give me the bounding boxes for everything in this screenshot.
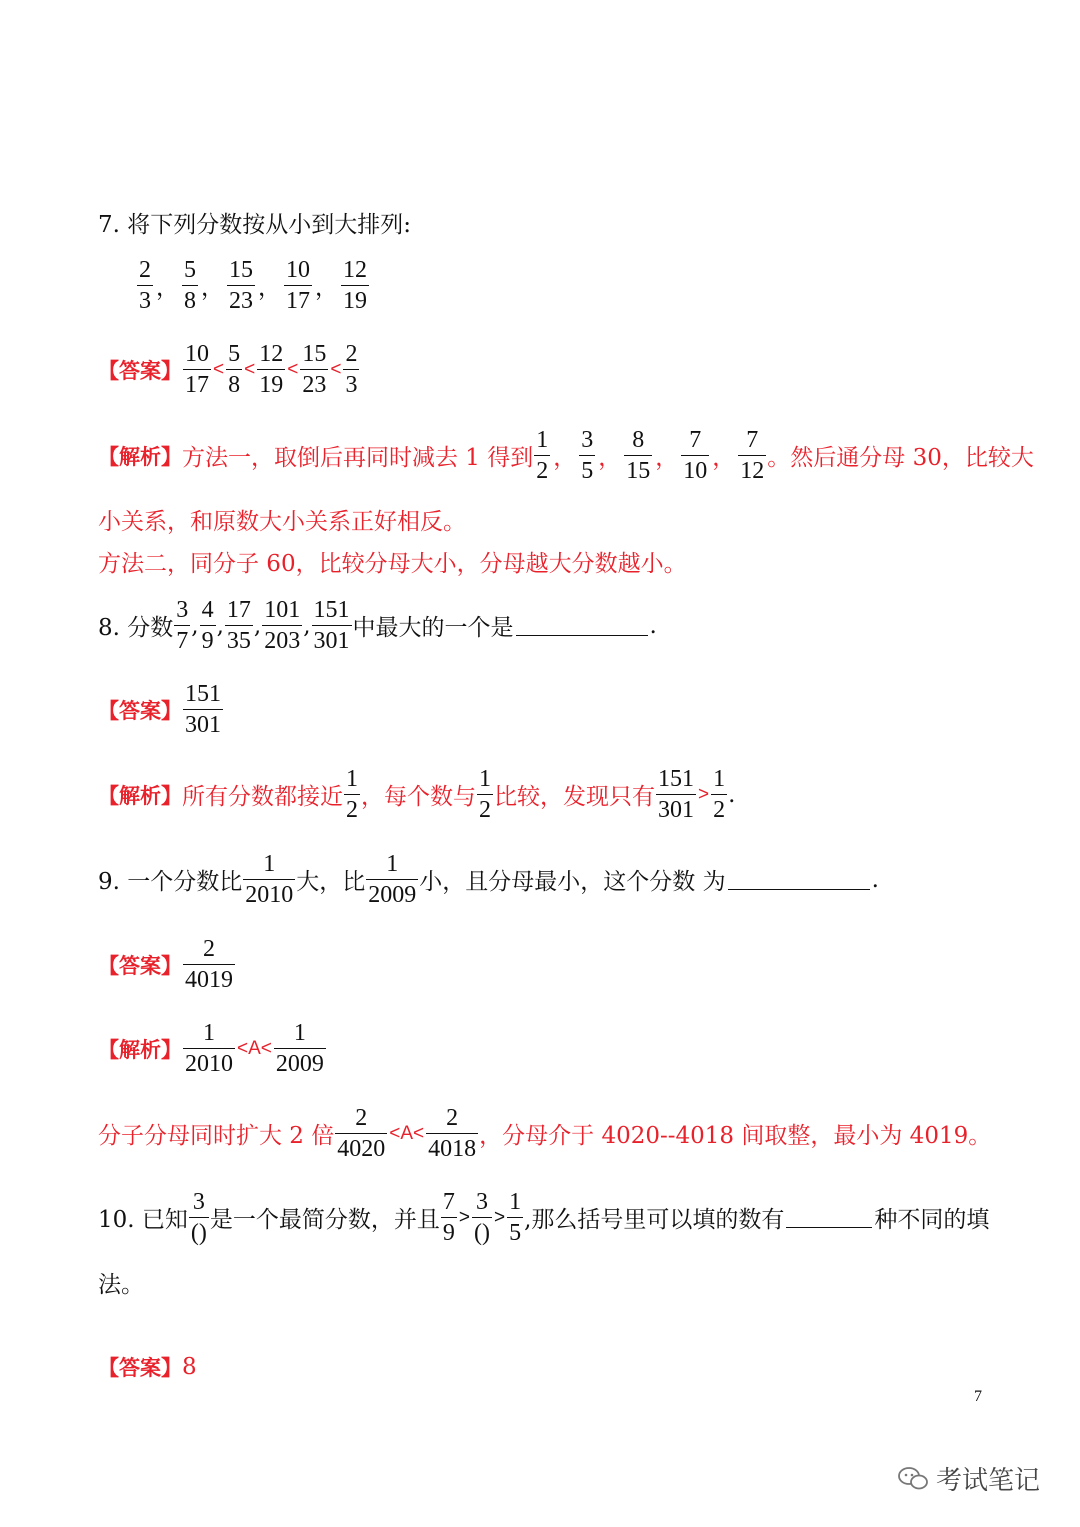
q7-fractions bbox=[136, 256, 370, 315]
q8-prompt: 8. 分数 $\frac{3}{7}$ , $\frac{4}{9}$ , $\frac{17}{35}$ , $\frac{101}{203}$ , $\frac{151}{301}$ 中最大的一个是 . bbox=[98, 597, 657, 654]
fraction: $\frac{7}{9}$ bbox=[442, 1189, 455, 1246]
less-than: < bbox=[287, 358, 299, 380]
denominator: 3 bbox=[137, 285, 153, 315]
comma: , bbox=[191, 612, 199, 639]
q7-analysis-1: 【解析】 方法一，取倒后再同时减去 1 得到 $\frac{1}{2}$ ， $\frac{3}{5}$ ， $\frac{8}{15}$ ， $\frac{7}{10}$ ， $\frac{7}{12}$ 。然后通分母 30，比较大 bbox=[98, 427, 1034, 484]
numerator: 12 bbox=[343, 257, 367, 283]
q7-analysis-3: 方法二，同分子 60，比较分母大小，分母越大分数越小。 bbox=[98, 551, 687, 577]
analysis-label: 【解析】 bbox=[98, 444, 182, 469]
fraction bbox=[343, 340, 359, 399]
chat-bubble-icon bbox=[898, 1466, 928, 1492]
fraction: $\frac{2}{4018}$ bbox=[428, 1105, 477, 1162]
numerator: 4 bbox=[201, 597, 214, 623]
numerator: 2 bbox=[139, 257, 151, 283]
fraction: $\frac{3}{()}$ bbox=[190, 1189, 207, 1246]
denominator: 12 bbox=[738, 455, 766, 485]
q8-answer: 【答案】 $\frac{151}{301}$ bbox=[98, 681, 221, 738]
numerator: 7 bbox=[689, 427, 702, 453]
fraction bbox=[174, 596, 190, 655]
largest-fraction: $\frac{151}{301}$ bbox=[658, 766, 694, 823]
fraction bbox=[312, 596, 352, 655]
q10-prompt: 10. 已知 $\frac{3}{()}$ 是一个最简分数，并且 $\frac{7}{9}$ > $\frac{3}{()}$ > $\frac{1}{5}$ ,那么括号里可以填的数有 种不同的填 bbox=[98, 1189, 990, 1246]
fraction: $\frac{1}{2010}$ bbox=[245, 851, 294, 908]
q7-prompt: 7. 将下列分数按从小到大排列: bbox=[98, 212, 412, 238]
q8-analysis: 【解析】 所有分数都接近 $\frac{1}{2}$ ，每个数与 $\frac{1}{2}$ 比较，发现只有 $\frac{151}{301}$ > $\frac{1}{2}$ . bbox=[98, 766, 736, 823]
q10-answer: 【答案】 8 bbox=[98, 1354, 197, 1380]
fraction: $\frac{1}{5}$ bbox=[509, 1189, 522, 1246]
numerator: 8 bbox=[632, 427, 645, 453]
numerator: 17 bbox=[226, 597, 251, 623]
answer-label: 【答案】 bbox=[98, 358, 182, 383]
fraction bbox=[200, 596, 216, 655]
denominator: 17 bbox=[284, 285, 312, 315]
numerator: 12 bbox=[259, 341, 284, 367]
fraction bbox=[257, 340, 285, 399]
fraction bbox=[227, 256, 255, 315]
q7-answer-chain bbox=[182, 340, 360, 399]
fraction bbox=[738, 426, 766, 485]
denominator: 17 bbox=[183, 369, 211, 399]
q7-analysis-fractions bbox=[533, 426, 767, 485]
answer-blank bbox=[516, 615, 648, 636]
denominator: 301 bbox=[312, 625, 352, 655]
comma: ， bbox=[712, 445, 736, 471]
comma: ， bbox=[655, 445, 679, 471]
q9-prompt: 9. 一个分数比 $\frac{1}{2010}$ 大，比 $\frac{1}{2009}$ 小，且分母最小，这个分数 为 . bbox=[98, 851, 879, 908]
numerator: 7 bbox=[746, 427, 759, 453]
half-fraction: $\frac{1}{2}$ bbox=[713, 766, 726, 823]
q8-answer-fraction: $\frac{151}{301}$ bbox=[185, 681, 221, 738]
comma: ， bbox=[315, 275, 338, 301]
q7-answer bbox=[98, 340, 360, 399]
denominator: 35 bbox=[225, 625, 253, 655]
denominator: 19 bbox=[341, 285, 369, 315]
denominator: 10 bbox=[681, 455, 709, 485]
denominator: 15 bbox=[624, 455, 652, 485]
numerator: 151 bbox=[313, 597, 350, 623]
comma: ， bbox=[553, 445, 577, 471]
fraction bbox=[681, 426, 709, 485]
fraction bbox=[225, 596, 253, 655]
q10-prompt-cont: 法。 bbox=[98, 1272, 144, 1298]
answer-blank bbox=[728, 869, 870, 890]
q9-answer: 【答案】 $\frac{2}{4019}$ bbox=[98, 936, 233, 993]
page-number: 7 bbox=[974, 1388, 982, 1405]
numerator: 3 bbox=[581, 427, 594, 453]
comma: ， bbox=[201, 275, 224, 301]
less-than: < bbox=[244, 358, 256, 380]
fraction bbox=[579, 426, 595, 485]
q7-analysis-2: 小关系，和原数大小关系正好相反。 bbox=[98, 509, 466, 535]
fraction: $\frac{1}{2009}$ bbox=[368, 851, 417, 908]
fraction bbox=[226, 340, 242, 399]
comma: ， bbox=[258, 275, 281, 301]
fraction: $\frac{1}{2010}$ bbox=[185, 1020, 233, 1077]
denominator: 8 bbox=[226, 369, 242, 399]
comma: , bbox=[216, 612, 224, 639]
comma: , bbox=[253, 612, 262, 639]
q9-answer-fraction: $\frac{2}{4019}$ bbox=[185, 936, 233, 993]
fraction bbox=[262, 596, 302, 655]
watermark: 考试笔记 bbox=[898, 1460, 1040, 1497]
q8-fractions bbox=[173, 596, 352, 655]
less-than: < bbox=[330, 358, 342, 380]
fraction: $\frac{2}{4020}$ bbox=[337, 1105, 386, 1162]
half-fraction: $\frac{1}{2}$ bbox=[346, 766, 358, 823]
fraction bbox=[624, 426, 652, 485]
denominator: 2 bbox=[534, 455, 550, 485]
numerator: 1 bbox=[536, 427, 549, 453]
less-than: < bbox=[213, 358, 225, 380]
denominator: 23 bbox=[227, 285, 255, 315]
numerator: 3 bbox=[176, 597, 189, 623]
fraction bbox=[183, 340, 211, 399]
answer-blank bbox=[786, 1207, 872, 1228]
fraction bbox=[182, 256, 198, 315]
fraction bbox=[137, 256, 153, 315]
q9-analysis-1: 【解析】 $\frac{1}{2010}$ <A< $\frac{1}{2009}$ bbox=[98, 1020, 324, 1077]
fraction: $\frac{3}{()}$ bbox=[473, 1189, 490, 1246]
denominator: 7 bbox=[174, 625, 190, 655]
denominator: 23 bbox=[300, 369, 328, 399]
numerator: 10 bbox=[286, 257, 310, 283]
half-fraction: $\frac{1}{2}$ bbox=[479, 766, 491, 823]
numerator: 10 bbox=[185, 341, 209, 367]
fraction: $\frac{1}{2009}$ bbox=[275, 1020, 324, 1077]
denominator: 203 bbox=[262, 625, 302, 655]
numerator: 2 bbox=[345, 341, 358, 367]
denominator: 19 bbox=[257, 369, 285, 399]
denominator: 8 bbox=[182, 285, 198, 315]
fraction bbox=[284, 256, 312, 315]
comma: , bbox=[303, 612, 311, 639]
denominator: 3 bbox=[343, 369, 359, 399]
fraction bbox=[534, 426, 550, 485]
comma: ， bbox=[156, 275, 179, 301]
numerator: 5 bbox=[184, 257, 196, 283]
fraction bbox=[300, 340, 328, 399]
numerator: 101 bbox=[264, 597, 301, 623]
denominator: 9 bbox=[200, 625, 216, 655]
numerator: 15 bbox=[302, 341, 327, 367]
numerator: 5 bbox=[228, 341, 241, 367]
denominator: 5 bbox=[579, 455, 595, 485]
comma: ， bbox=[598, 445, 622, 471]
q9-analysis-2: 分子分母同时扩大 2 倍 $\frac{2}{4020}$ <A< $\frac{2}{4018}$ ，分母介于 4020--4018 间取整，最小为 4019。 bbox=[98, 1105, 992, 1162]
numerator: 15 bbox=[229, 257, 253, 283]
fraction bbox=[341, 256, 369, 315]
